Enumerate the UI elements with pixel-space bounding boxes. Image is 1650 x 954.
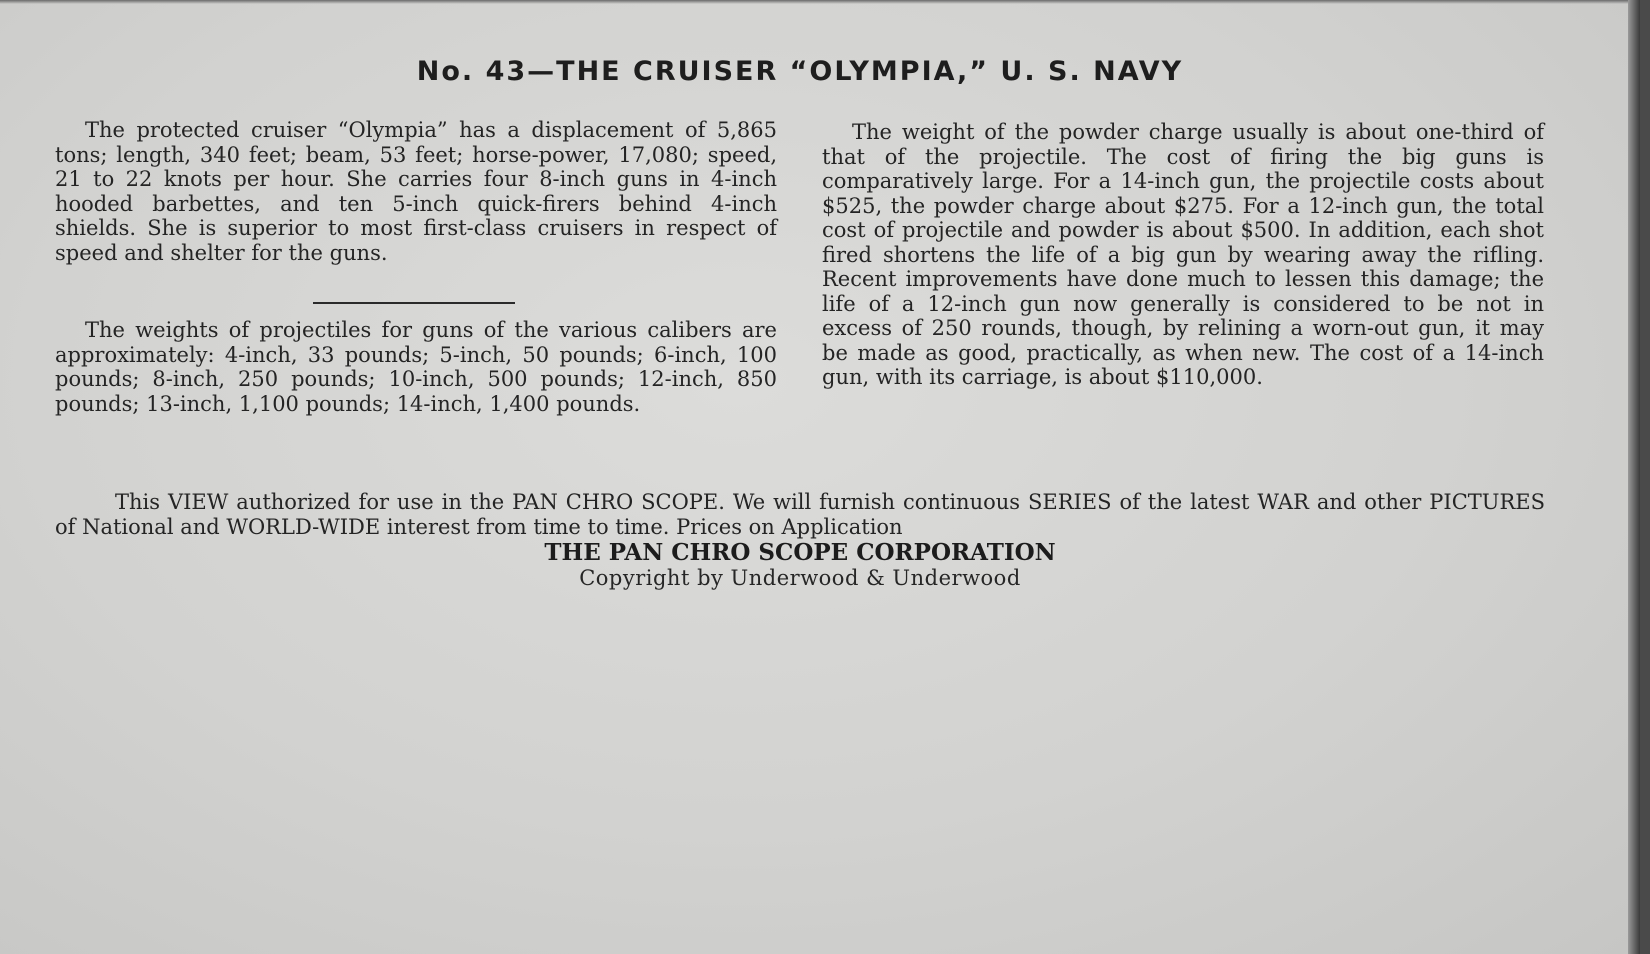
authorization-notice <box>55 490 1545 540</box>
firing-cost-paragraph: The weight of the powder charge usually is about one-third of that of the projectile. The cost of firing the big guns is comparatively large. For a 14-inch gun, the projectile costs about $525, the powder charge about $275. For a 12-inch gun, the total cost of projectile and powder is about $500. In addition, each shot fired shortens the life of a big gun by wearing away the rifling. Recent improvements have done much to lessen this damage; the life of a 12-inch gun now generally is considered to be not in excess of 250 rounds, though, by relining a worn-out gun, it may be made as good, practically, as when new. The cost of a 14-inch gun, with its carriage, is about $110,000. <box>822 120 1544 389</box>
right-column <box>822 120 1544 390</box>
card-top-edge <box>0 0 1640 4</box>
card-right-edge <box>1628 0 1640 954</box>
ship-specs-paragraph: The protected cruiser “Olympia” has a displacement of 5,865 tons; length, 340 feet; beam, 53 feet; horse-power, 17,080; speed, 21 to 22 knots per hour. She carries four 8-inch guns in 4-inch hooded barbettes, and ten 5-inch quick-firers behind 4-inch shields. She is superior to most first-class cruisers in respect of speed and shelter for the guns. <box>55 118 777 265</box>
left-column-lower <box>55 318 777 416</box>
notice-text: This VIEW authorized for use in the PAN CHRO SCOPE. We will furnish continuous SERIES of the latest WAR and other PICTURES of National and WORLD-WIDE interest from time to time. Prices on Application <box>55 490 1545 539</box>
corporation-name: THE PAN CHRO SCOPE CORPORATION <box>544 539 1056 566</box>
card-title: No. 43—THE CRUISER “OLYMPIA,” U. S. NAVY <box>416 56 1184 87</box>
projectile-weights-paragraph: The weights of projectiles for guns of the various calibers are approximately: 4-inch, 33 pounds; 5-inch, 50 pounds; 6-inch, 100 pounds; 8-inch, 250 pounds; 10-inch, 500 pounds; 12-inch, 850 pounds; 13-inch, 1,100 pounds; 14-inch, 1,400 pounds. <box>55 318 777 416</box>
section-divider <box>313 302 515 304</box>
copyright-line: Copyright by Underwood & Underwood <box>579 566 1021 590</box>
left-column <box>55 118 777 265</box>
